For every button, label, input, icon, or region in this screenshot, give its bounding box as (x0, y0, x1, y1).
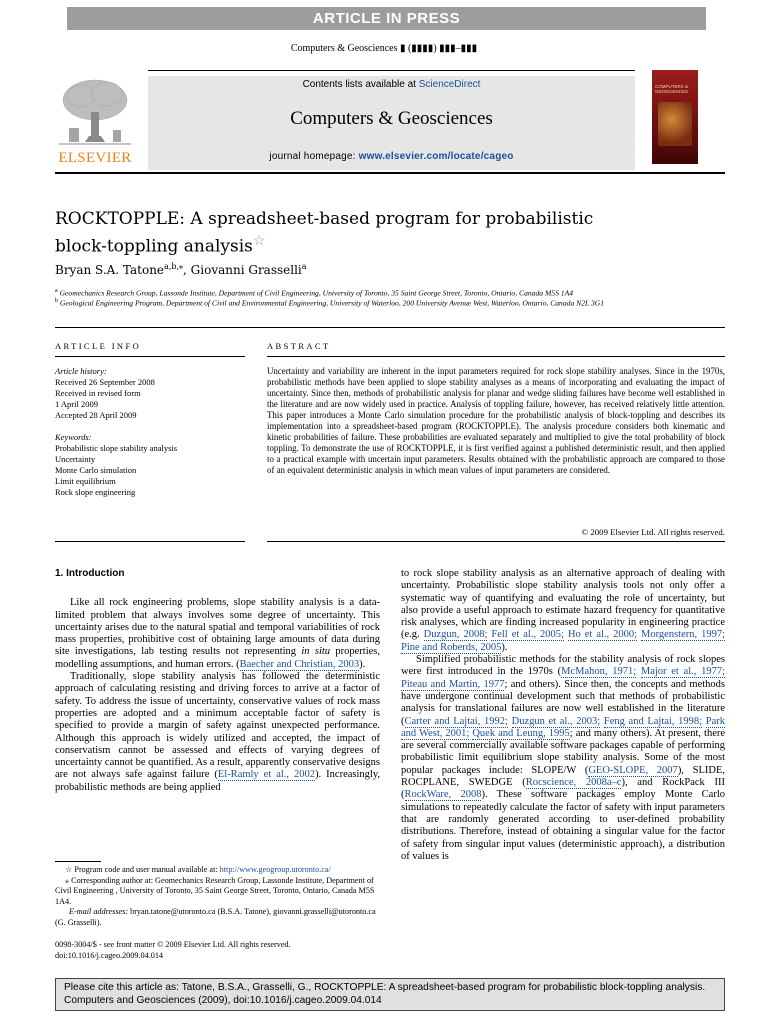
elsevier-wordmark: ELSEVIER (58, 150, 132, 166)
reference-link[interactable]: Pine and Roberds, 2005 (401, 641, 502, 653)
author-grasselli-affiliation[interactable]: a (301, 262, 307, 271)
journal-homepage: journal homepage: www.elsevier.com/locate/cageo (269, 151, 514, 162)
history-line: 1 April 2009 (55, 399, 98, 409)
journal-title: Computers & Geosciences (290, 108, 493, 129)
reference-link[interactable]: Rocscience, 2008a–c (525, 777, 622, 789)
reference-link[interactable]: El-Ramly et al., 2002 (217, 769, 316, 781)
citation-box: Please cite this article as: Tatone, B.S.A., Grasselli, G., ROCKTOPPLE: A spreadsheet-based program for probabilistic block-toppling analysis. Computers and Geosciences (2009), doi:10.1016/j.cageo.2009.04.014 (55, 978, 725, 1011)
reference-link[interactable]: Duzgun, 2008; (423, 629, 488, 641)
title-footnote-mark[interactable]: ☆ (252, 233, 266, 249)
affiliation-a: $^a$ Geomechanics Research Group, Lassonde Institute, Department of Civil Engineering, University of Toronto, 35 Saint George Street, Toronto, Ontario, Canada M5S 1A4 (55, 288, 574, 298)
keyword: Probabilistic slope stability analysis (55, 443, 178, 453)
reference-link[interactable]: Feng and Lajtai, 1998; (603, 715, 703, 727)
cover-image (658, 102, 692, 146)
author-tatone: Bryan S.A. Tatone (55, 263, 165, 277)
reference-link[interactable]: Ho et al., 2000; (567, 629, 638, 641)
abstract-bottom-rule (267, 541, 725, 542)
reference-link[interactable]: Baecher and Christian, 2003 (239, 658, 360, 670)
geogroup-link[interactable]: http://www.geogroup.utoronto.ca/ (219, 865, 331, 874)
header-rule-top (148, 70, 635, 71)
paragraph: Traditionally, slope stability analysis has followed the deterministic approach of calculating resisting and driving forces to arrive at a factor of safety. To address the issue of uncertainty, conservative values of rock mass properties are adopted and a minimum acceptable factor of safety is specified to provide a margin of safety against unexpected performance. Although this approach is widely utilized and accepted, the impact of conservatism cannot be assessed and effects of varying degrees of uncertainty cannot be quantified. As a result, apparently conservative designs are not always safe against failure (El-Ramly et al., 2002). Increasingly, probabilistic methods are being applied (55, 671, 381, 793)
paragraph: Like all rock engineering problems, slope stability analysis is a data-limited problem that always involves some degree of uncertainty. This uncertainty arises due to the natural spatial and temporal variabilities of rock mass properties, prohibitive cost of obtaining large amounts of data during site investigations, lab testing results not representing in situ properties, modelling assumptions, and human errors. (Baecher and Christian, 2003). (55, 597, 380, 670)
issn-line: 0098-3004/$ - see front matter © 2009 Elsevier Ltd. All rights reserved. (55, 940, 291, 949)
reference-link[interactable]: Carter and Lajtai, 1992; (404, 715, 508, 727)
history-label: Article history: (55, 366, 107, 376)
front-matter (55, 940, 380, 961)
keywords-label: Keywords: (55, 432, 92, 442)
header-rule-bottom (55, 172, 725, 174)
abstract-text: Uncertainty and variability are inherent in the input parameters required for rock slope stability analyses. Since in the 1970s, probabilistic methods have been applied to slope stability analyses as a means of incorporating and evaluating the impact of uncertainty. Since then, methods of probabilistic analysis for planar and wedge sliding failures have become well established in the literature and are now widely used in practice. Analysis of toppling failure, however, has received relatively little attention. This paper introduces a Monte Carlo simulation procedure for the probabilistic analysis of block-toppling and describes its implementation into a spreadsheet-based program (ROCKTOPPLE). The analysis procedure considers both kinematic and kinetic probabilities of failure. These probabilities are evaluated separately and multiplied to give the total probability of block toppling. To demonstrate the use of ROCKTOPPLE, it is first verified against a published deterministic result, and then applied to a practical example with uncertain input parameters. Results obtained with the probabilistic approach are compared to those of an equivalent deterministic analysis in which mean values of input parameters are considered. (267, 366, 725, 476)
sciencedirect-link[interactable]: ScienceDirect (418, 79, 481, 90)
history-line: Received 26 September 2008 (55, 377, 155, 387)
article-title (55, 208, 675, 258)
paragraph: to rock slope stability analysis as an alternative approach of dealing with uncertainty. Probabilistic slope stability analysis tools not only offer a systematic way of quantifying and evaluating the role of uncertainty, but also provide a useful approach to estimate hazard frequency for quantitative risk analyses, which are finding increased popularity in engineering practice (e.g. Duzgun, 2008; Fell et al., 2005; Ho et al., 2000; Morgenstern, 1997; Pine and Roberds, 2005). (401, 568, 726, 653)
author-grasselli: Giovanni Grasselli (190, 263, 302, 277)
keyword: Rock slope engineering (55, 487, 136, 497)
reference-link[interactable]: GEO-SLOPE, 2007 (588, 764, 678, 776)
doi-line: doi:10.1016/j.cageo.2009.04.014 (55, 950, 164, 960)
title-line-1: ROCKTOPPLE: A spreadsheet-based program for probabilistic (55, 209, 594, 229)
contents-line: Contents lists available at ScienceDirect (302, 79, 481, 90)
footnote-emails: E-mail addresses: bryan.tatone@utoronto.ca (B.S.A. Tatone), giovanni.grasselli@utoronto.ca (G. Grasselli). (55, 907, 376, 927)
info-rule-top (55, 327, 725, 328)
affiliation-b: $^b$ Geological Engineering Program, Department of Civil and Environmental Engineering, University of Waterloo, 200 University Avenue West, Waterloo, Ontario, Canada N2L 3G1 (55, 298, 605, 308)
footnote-rule (55, 861, 101, 862)
keyword: Limit equilibrium (55, 476, 116, 486)
paragraph: Simplified probabilistic methods for the stability analysis of rock slopes were first introduced in the 1970s (McMahon, 1971; Major et al., 1977; Piteau and Martin, 1977; and others). Since then, the concepts and methods have undergone continual development such that methods of probabilistic analysis for translational failures are now well established in the literature (Carter and Lajtai, 1992; Duzgun et al., 2003; Feng and Lajtai, 1998; Park and West, 2001; Quek and Leung, 1995; and many others). At present, there are several commercially available software packages capable of performing probabilistic limit equilibrium slope stability analysis. Some of the most popular packages include: SLOPE/W (GEO-SLOPE, 2007), SLIDE, ROCPLANE, SWEDGE (Rocscience, 2008a–c), and RockPack III (RockWare, 2008). These software packages employ Monte Carlo simulations to repeatedly calculate the factor of safety with input parameters that are randomly generated according to user-defined probability distributions. Therefore, instead of obtaining a singular value for the factor of safety from singular input values (deterministic approach), a distribution of values is (401, 654, 726, 862)
abstract-rule (267, 356, 725, 357)
body-column-right (401, 568, 725, 863)
reference-link[interactable]: Park and West, 2001; (401, 715, 725, 739)
reference-link[interactable]: Morgenstern, 1997; (641, 629, 726, 641)
homepage-link[interactable]: www.elsevier.com/locate/cageo (358, 151, 514, 162)
footnotes (55, 865, 380, 929)
history-line: Accepted 28 April 2009 (55, 410, 137, 420)
abstract-heading: ABSTRACT (267, 341, 331, 351)
abstract-copyright: © 2009 Elsevier Ltd. All rights reserved. (581, 527, 725, 537)
article-info-heading: ARTICLE INFO (55, 341, 142, 351)
history-line: Received in revised form (55, 388, 141, 398)
author-list: Bryan S.A. Tatone$^{a,b,⁎}$, Giovanni Grasselli$^a$ (55, 262, 307, 277)
author-tatone-affiliation[interactable]: a,b,⁎ (164, 262, 184, 271)
running-head: Computers & Geosciences ▮ (▮▮▮▮) ▮▮▮–▮▮▮ (290, 43, 478, 54)
footnote-corresponding: ⁎ Corresponding author at: Geomechanics Research Group, Lassonde Institute, Department of Civil Engineering , University of Toronto, 35 Saint George Street, Toronto, Ontario, Canada M5S 1A4. (55, 875, 375, 906)
body-column-left (55, 568, 380, 794)
reference-link[interactable]: Piteau and Martin, 1977 (401, 678, 505, 690)
reference-link[interactable]: McMahon, 1971; (561, 666, 637, 678)
article-info-bottom-rule (55, 541, 245, 542)
reference-link[interactable]: Quek and Leung, 1995 (472, 727, 570, 739)
journal-cover-thumbnail (652, 70, 698, 164)
title-line-2: block-toppling analysis (55, 236, 253, 257)
footnote-program: ☆ Program code and user manual available at: http://www.geogroup.utoronto.ca/ (65, 865, 331, 874)
reference-link[interactable]: Duzgun et al., 2003; (511, 715, 601, 727)
article-info-rule (55, 356, 245, 357)
reference-link[interactable]: RockWare, 2008 (404, 789, 482, 801)
keyword: Uncertainty (55, 454, 96, 464)
article-info (55, 366, 245, 498)
journal-banner (148, 76, 635, 170)
reference-link[interactable]: Fell et al., 2005; (491, 629, 564, 641)
article-in-press-banner: ARTICLE IN PRESS (67, 7, 706, 30)
keyword: Monte Carlo simulation (55, 465, 137, 475)
cover-title: COMPUTERS & GEOSCIENCES (655, 84, 689, 94)
reference-link[interactable]: Major et al., 1977; (640, 666, 726, 678)
section-heading-introduction: 1. Introduction (55, 568, 125, 579)
